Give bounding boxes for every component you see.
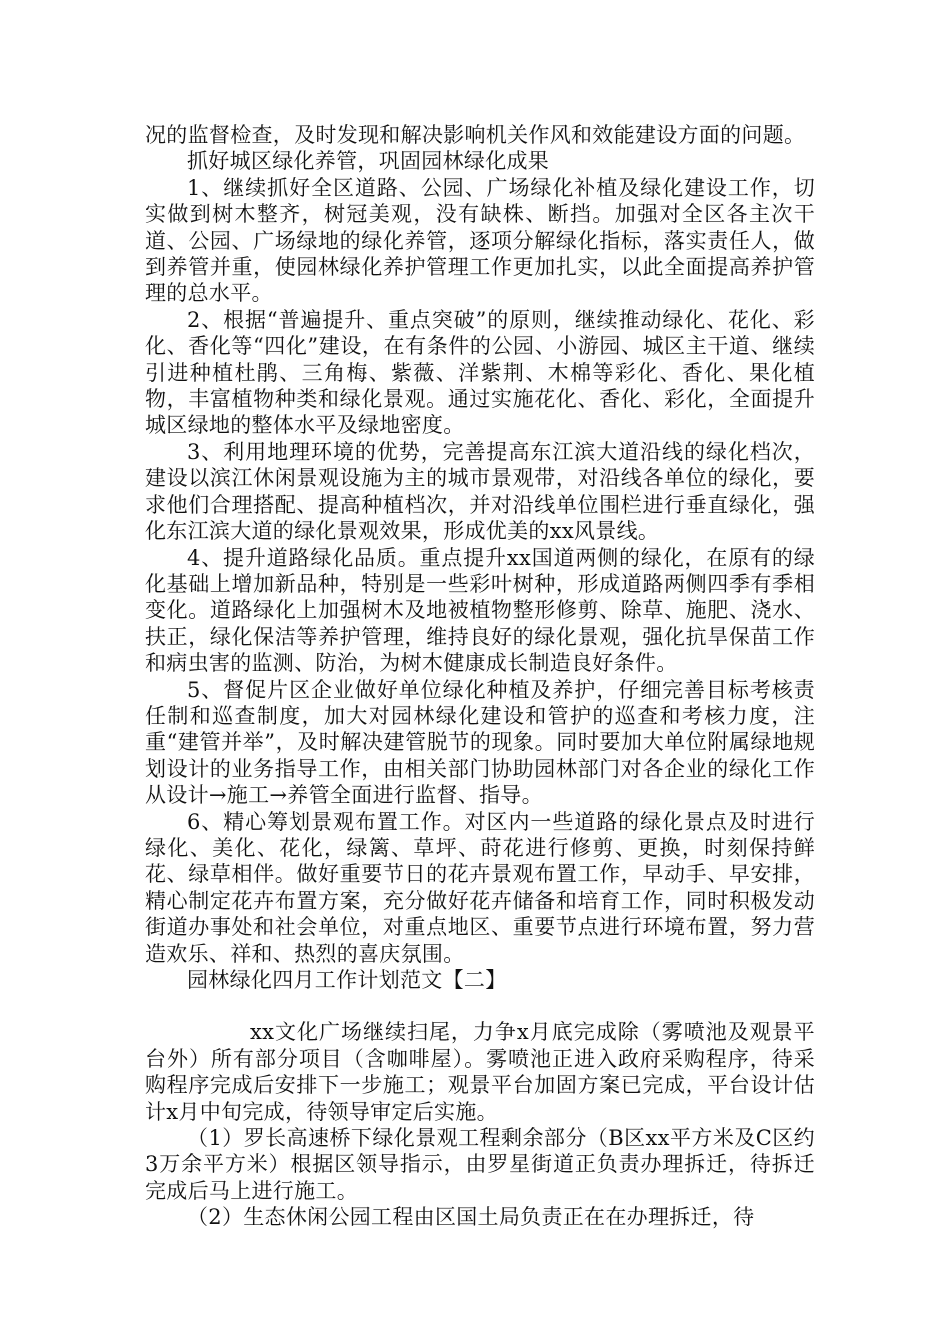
document-page <box>145 122 815 1231</box>
paragraph-item-6: 6、精心筹划景观布置工作。对区内一些道路的绿化景点及时进行绿化、美化、花化，绿篱、草坪、莳花进行修剪、更换，时刻保持鲜花、绿草相伴。做好重要节日的花卉景观布置工作，早动手、早安排，精心制定花卉布置方案，充分做好花卉储备和培育工作，同时积极发动街道办事处和社会单位，对重点地区、重要节点进行环境布置，努力营造欢乐、祥和、热烈的喜庆氛围。 <box>145 809 815 966</box>
paragraph-item-2: 2、根据“普遍提升、重点突破”的原则，继续推动绿化、花化、彩化、香化等“四化”建设，在有条件的公园、小游园、城区主干道、继续引进种植杜鹃、三角梅、紫薇、洋紫荆、木棉等彩化、香化、果化植物，丰富植物种类和绿化景观。通过实施花化、香化、彩化，全面提升城区绿地的整体水平及绿地密度。 <box>145 307 815 438</box>
section-heading-greening: 抓好城区绿化养管，巩固园林绿化成果 <box>187 149 550 174</box>
paragraph-item-1: 1、继续抓好全区道路、公园、广场绿化补植及绿化建设工作，切实做到树木整齐，树冠美观，没有缺株、断挡。加强对全区各主次干道、公园、广场绿地的绿化养管，逐项分解绿化指标，落实责任人，做到养管并重，使园林绿化养护管理工作更加扎实，以此全面提高养护管理的总水平。 <box>145 175 815 306</box>
section-heading-april-plan: 园林绿化四月工作计划范文【二】 <box>187 968 507 992</box>
paragraph-item-paren-1: （1）罗长高速桥下绿化景观工程剩余部分（B区xx平方米及C区约3万余平方米）根据区领导指示，由罗星街道正负责办理拆迁，待拆迁完成后马上进行施工。 <box>145 1126 815 1203</box>
paragraph-culture-square: xx文化广场继续扫尾，力争x月底完成除（雾喷池及观景平台外）所有部分项目（含咖啡屋）。雾喷池正进入政府采购程序，待采购程序完成后安排下一步施工；观景平台加固方案已完成，平台设计估计x月中旬完成，待领导审定后实施。 <box>145 1020 815 1124</box>
paragraph-item-5: 5、督促片区企业做好单位绿化种植及养护，仔细完善目标考核责任制和巡查制度，加大对园林绿化建设和管护的巡查和考核力度，注重“建管并举”，及时解决建管脱节的现象。同时要加大单位附属绿地规划设计的业务指导工作，由相关部门协助园林部门对各企业的绿化工作从设计→施工→养管全面进行监督、指导。 <box>145 677 815 808</box>
paragraph-item-3: 3、利用地理环境的优势，完善提高东江滨大道沿线的绿化档次，建设以滨江休闲景观设施为主的城市景观带，对沿线各单位的绿化，要求他们合理搭配、提高种植档次，并对沿线单位围栏进行垂直绿化，强化东江滨大道的绿化景观效果，形成优美的xx风景线。 <box>145 439 815 544</box>
paragraph-continued: 况的监督检查，及时发现和解决影响机关作风和效能建设方面的问题。 <box>145 123 806 147</box>
paragraph-item-4: 4、提升道路绿化品质。重点提升xx国道两侧的绿化，在原有的绿化基础上增加新品种，特别是一些彩叶树种，形成道路两侧四季有季相变化。道路绿化上加强树木及地被植物整形修剪、除草、施肥、浇水、扶正，绿化保洁等养护管理，维持良好的绿化景观，强化抗旱保苗工作和病虫害的监测、防治，为树木健康成长制造良好条件。 <box>145 545 815 676</box>
paragraph-item-paren-2: （2）生态休闲公园工程由区国土局负责正在在办理拆迁，待 <box>187 1205 755 1230</box>
blank-line <box>145 993 815 1019</box>
